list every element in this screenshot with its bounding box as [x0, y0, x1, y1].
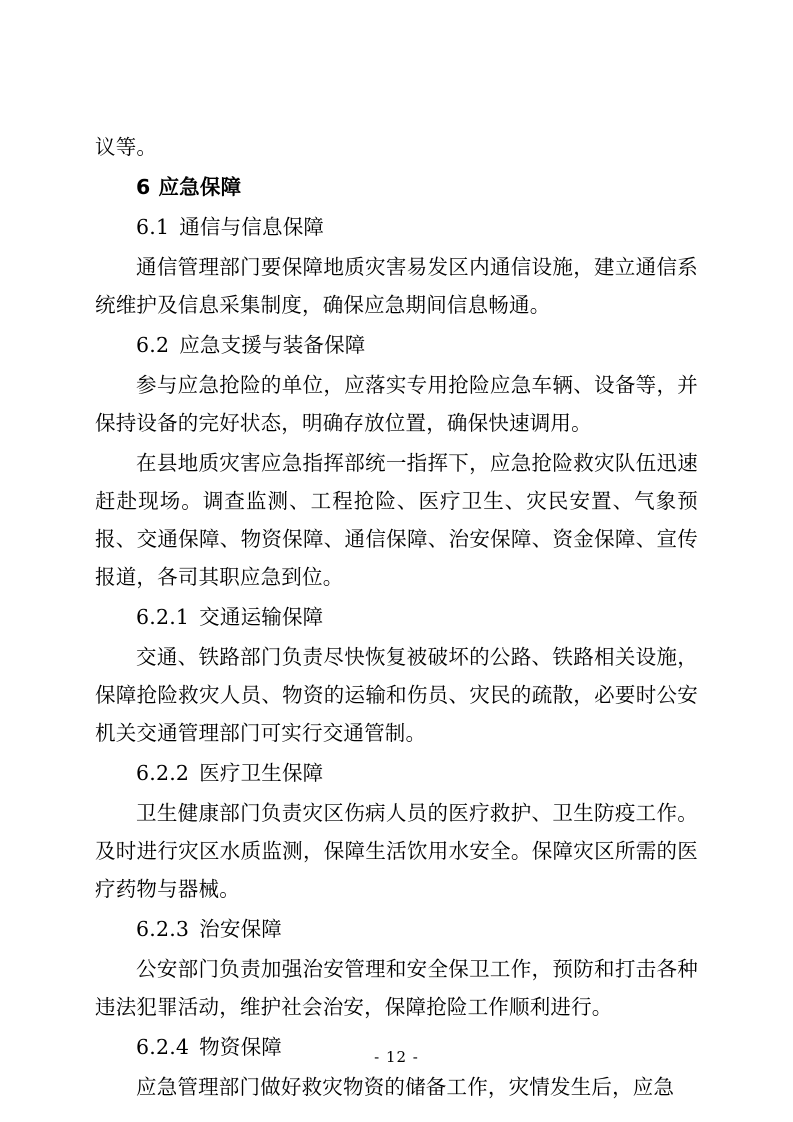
heading-number: 6.2 [136, 333, 170, 357]
heading-number: 6.1 [136, 215, 170, 239]
document-body [95, 128, 698, 1106]
paragraph: 公安部门负责加强治安管理和安全保卫工作，预防和打击各种违法犯罪活动，维护社会治安，保障抢险工作顺利进行。 [95, 957, 698, 1019]
heading-text: 治安保障 [199, 917, 282, 941]
heading-text: 医疗卫生保障 [199, 761, 324, 785]
heading-number: 6.2.2 [136, 761, 190, 785]
heading-6-emergency-support [95, 168, 698, 206]
paragraph-continued: 议等。 [95, 135, 158, 159]
paragraph: 卫生健康部门负责灾区伤病人员的医疗救护、卫生防疫工作。及时进行灾区水质监测，保障生活饮用水安全。保障灾区所需的医疗药物与器械。 [95, 801, 698, 901]
heading-6-2-2-medical [95, 754, 698, 792]
paragraph: 通信管理部门要保障地质灾害易发区内通信设施，建立通信系统维护及信息采集制度，确保应急期间信息畅通。 [95, 255, 698, 317]
paragraph: 应急管理部门做好救灾物资的储备工作，灾情发生后，应急 [136, 1075, 675, 1099]
heading-text: 物资保障 [199, 1035, 282, 1059]
heading-6-2-support-equipment [95, 326, 698, 364]
heading-number: 6.2.1 [136, 605, 190, 629]
heading-text: 应急保障 [158, 175, 242, 199]
heading-6-1-communication [95, 208, 698, 246]
heading-6-2-1-transport [95, 598, 698, 636]
paragraph: 参与应急抢险的单位，应落实专用抢险应急车辆、设备等，并保持设备的完好状态，明确存放位置，确保快速调用。 [95, 373, 698, 435]
heading-6-2-3-public-security [95, 910, 698, 948]
heading-text: 交通运输保障 [199, 605, 324, 629]
page-number: - 12 - [374, 1048, 419, 1066]
paragraph: 在县地质灾害应急指挥部统一指挥下，应急抢险救灾队伍迅速赶赴现场。调查监测、工程抢险、医疗卫生、灾民安置、气象预报、交通保障、物资保障、通信保障、治安保障、资金保障、宣传报道，各司其职应急到位。 [95, 451, 698, 589]
heading-number: 6 [136, 175, 151, 199]
paragraph: 交通、铁路部门负责尽快恢复被破坏的公路、铁路相关设施，保障抢险救灾人员、物资的运输和伤员、灾民的疏散，必要时公安机关交通管理部门可实行交通管制。 [95, 645, 698, 745]
heading-number: 6.2.4 [136, 1035, 190, 1059]
heading-number: 6.2.3 [136, 917, 190, 941]
heading-text: 应急支援与装备保障 [179, 333, 366, 357]
heading-text: 通信与信息保障 [179, 215, 325, 239]
